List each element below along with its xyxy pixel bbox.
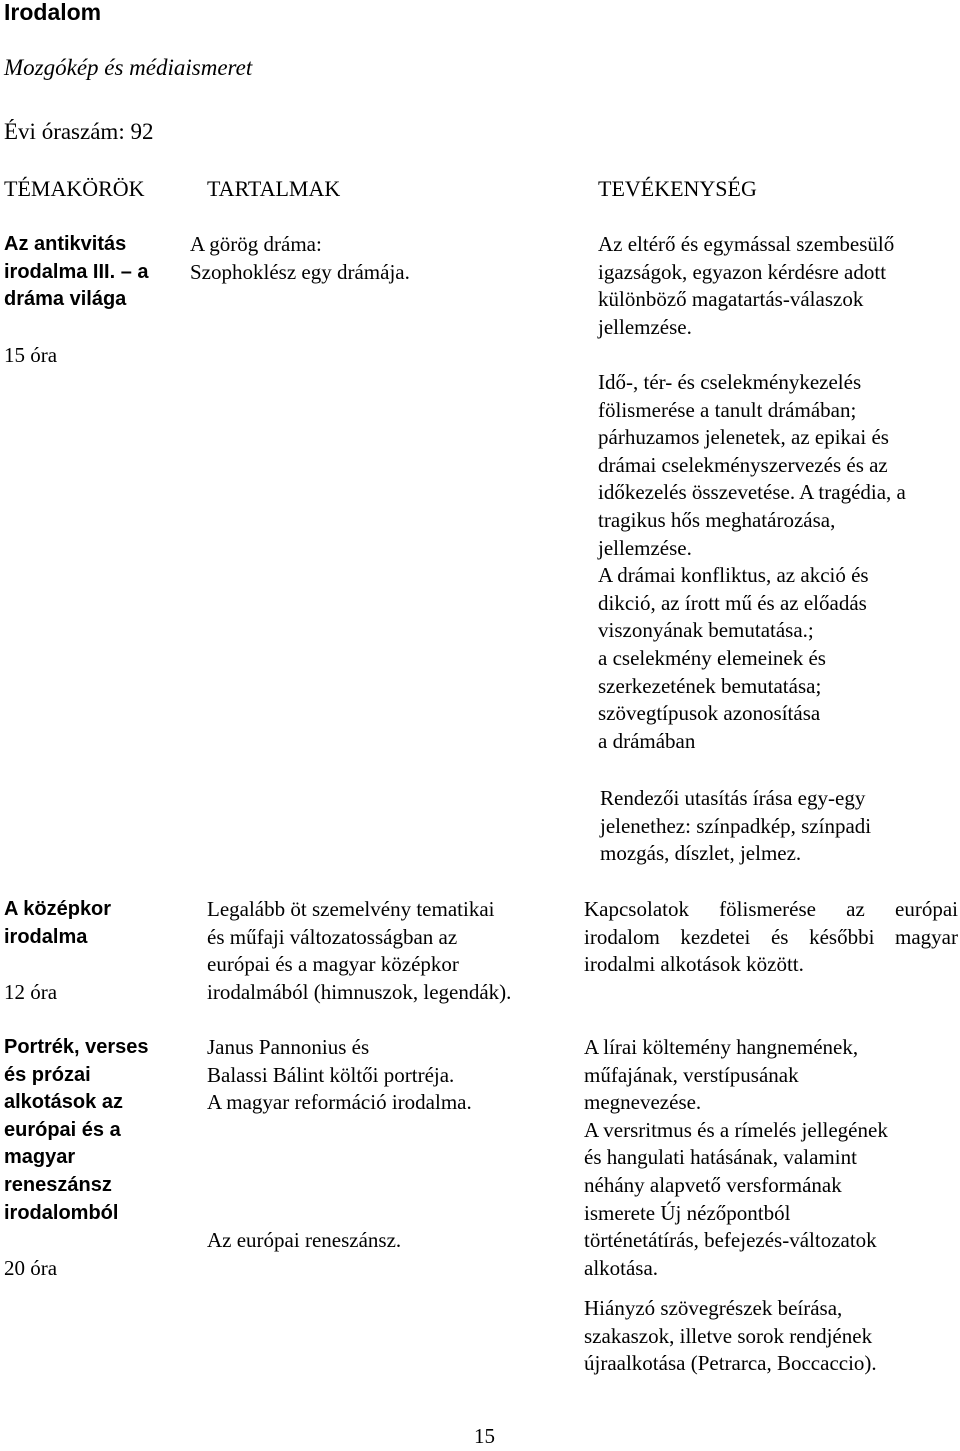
section-topic-renaissance: Portrék, verses és prózai alkotások az európai és a magyar reneszánsz irodalomból (4, 1036, 149, 1224)
section-activity-antiquity-2: Idő-, tér- és cselekménykezelés fölismerése a tanult drámában; párhuzamos jelenetek, az epikai és drámai cselekményszervezés és az időkezelés összevetése. A tragédia, a tragikus hős meghatározása, jellemzése. A drámai konfliktus, az akció és dikció, az írott mű és az előadás viszonyának bemutatása.; a cselekmény elemeinek és szerkezetének bemutatása; szövegtípusok azonosítása a drámában (598, 370, 906, 753)
section-content-antiquity: A görög dráma: Szophoklész egy drámája. (190, 232, 410, 284)
column-header-contents: TARTALMAK (207, 176, 341, 201)
section-content-renaissance: Janus Pannonius és Balassi Bálint költői portréja. A magyar reformáció irodalma. (207, 1035, 472, 1115)
column-header-topics: TÉMAKÖRÖK (4, 176, 145, 201)
section-activity-renaissance-1: A lírai költemény hangnemének, műfajának, verstípusának megnevezése. A versritmus és a rímelés jellegének és hangulati hatásának, valamint néhány alapvető versformának ismerete Új nézőpontból történetátírás, befejezés-változatok alkotása. (584, 1035, 888, 1280)
section-hours-renaissance: 20 óra (4, 1256, 58, 1280)
section-hours-middle-ages: 12 óra (4, 980, 58, 1004)
section-topic-middle-ages: A középkor irodalma (4, 898, 112, 948)
section-activity-middle-ages-1: Kapcsolatok fölismerése az európai irodalom kezdetei és későbbi magyar irodalmi alkotások között. (584, 897, 958, 977)
section-activity-antiquity-1: Az eltérő és egymással szembesülő igazságok, egyazon kérdésre adott különböző magatartás-válaszok jellemzése. (598, 232, 895, 339)
section-hours-antiquity: 15 óra (4, 343, 58, 367)
section-activity-renaissance-2: Hiányzó szövegrészek beírása, szakaszok, illetve sorok rendjének újraalkotása (Petrarca, Boccaccio). (584, 1296, 877, 1376)
course-title: Mozgókép és médiaismeret (4, 55, 253, 80)
section-activity-antiquity-3: Rendezői utasítás írása egy-egy jelenethez: színpadkép, színpadi mozgás, díszlet, jelmez. (600, 786, 872, 866)
hours-per-year: Évi óraszám: 92 (4, 119, 154, 144)
section-content-renaissance-2: Az európai reneszánsz. (207, 1228, 402, 1252)
subject-title: Irodalom (4, 0, 102, 25)
page-number: 15 (474, 1424, 495, 1448)
column-header-activities: TEVÉKENYSÉG (598, 176, 757, 201)
section-content-middle-ages: Legalább öt szemelvény tematikai és műfaji változatosságban az európai és a magyar középkor irodalmából (himnuszok, legendák). (207, 897, 512, 1004)
section-topic-antiquity: Az antikvitás irodalma III. – a dráma világa (4, 233, 149, 311)
